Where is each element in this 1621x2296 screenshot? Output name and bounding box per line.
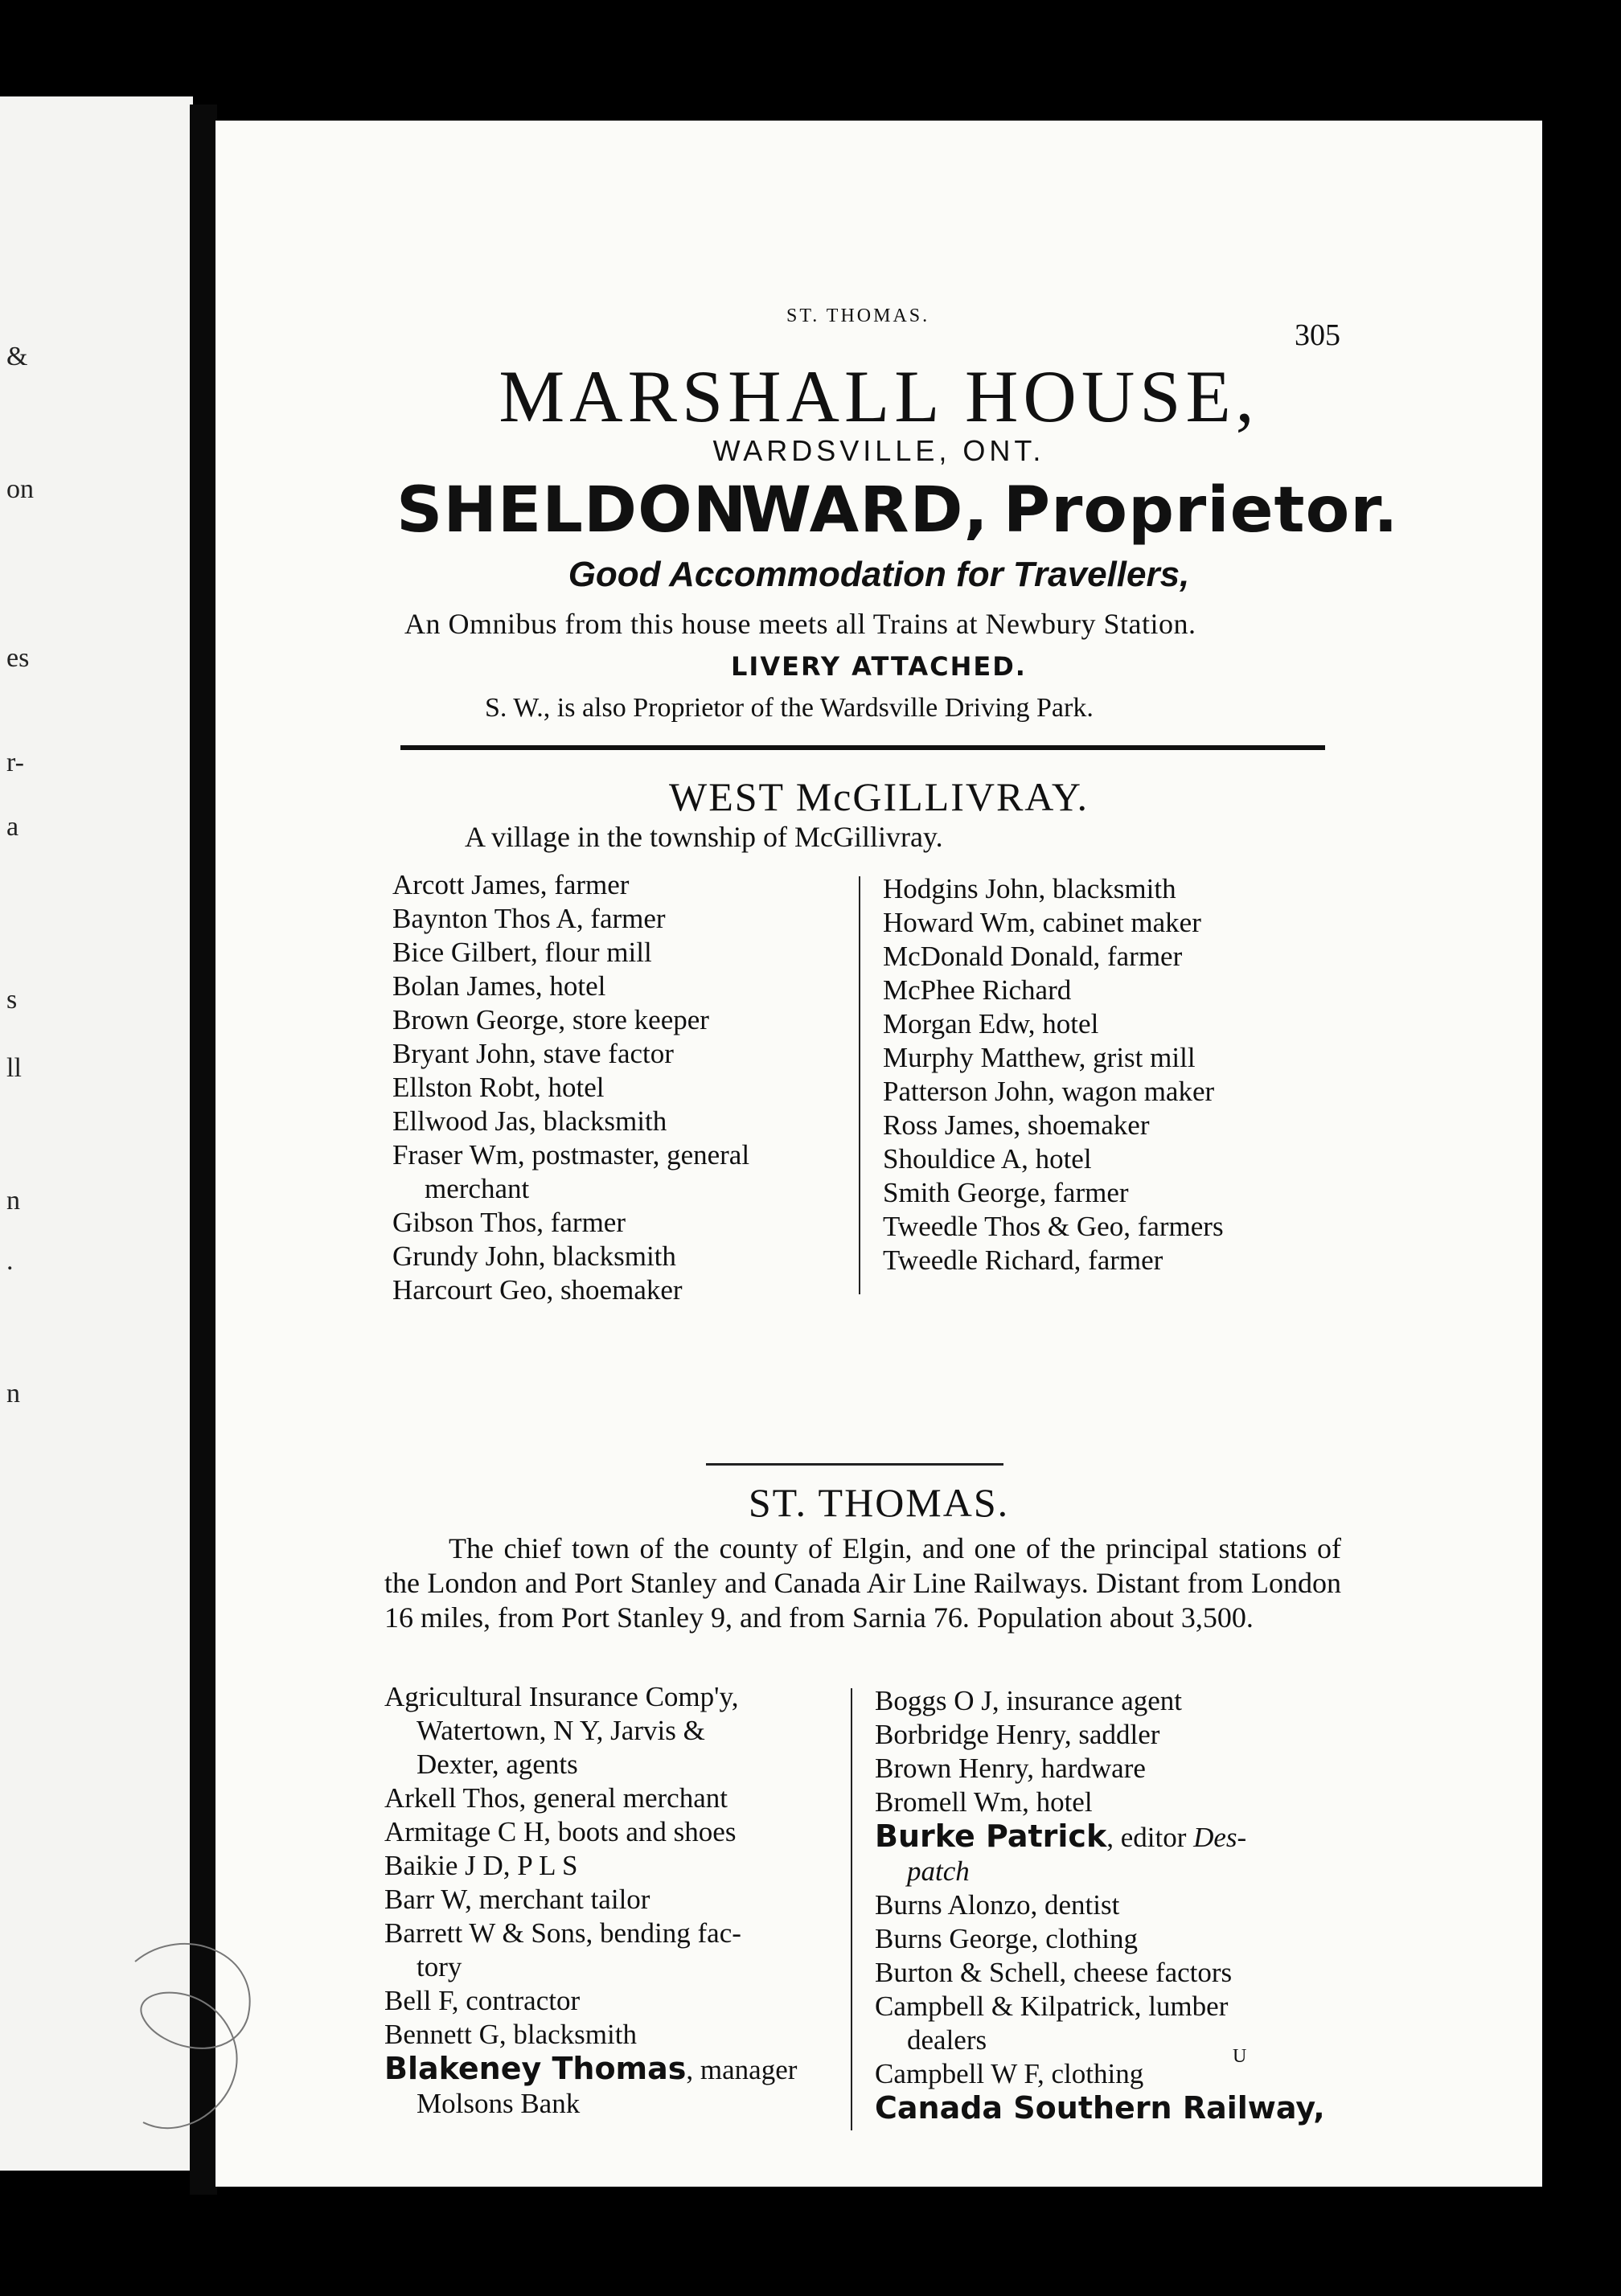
directory-entry-continuation: Watertown, N Y, Jarvis & <box>417 1715 705 1746</box>
directory-entry-continuation: Molsons Bank <box>417 2088 581 2119</box>
bold-listing-detail: , editor <box>1106 1822 1194 1853</box>
directory-entry: Arkell Thos, general merchant <box>384 1782 728 1814</box>
directory-entry: Gibson Thos, farmer <box>392 1207 626 1238</box>
directory-entry: Brown Henry, hardware <box>875 1753 1146 1784</box>
book-binding <box>190 105 217 2195</box>
directory-entry: Patterson John, wagon maker <box>883 1076 1215 1107</box>
directory-entry: Tweedle Thos & Geo, farmers <box>883 1211 1224 1242</box>
running-head: ST. THOMAS. <box>786 305 930 326</box>
st-thomas-title: ST. THOMAS. <box>748 1480 1010 1525</box>
west-mcgillivray-description: A village in the township of McGillivray. <box>465 821 943 853</box>
directory-entry: Tweedle Richard, farmer <box>883 1244 1163 1276</box>
directory-entry: Burns George, clothing <box>875 1923 1138 1954</box>
directory-entry: McPhee Richard <box>883 974 1072 1006</box>
directory-entry: Howard Wm, cabinet maker <box>883 907 1201 938</box>
directory-entry: McDonald Donald, farmer <box>883 941 1183 972</box>
directory-entry: Murphy Matthew, grist mill <box>883 1042 1196 1073</box>
bold-listing-italic: Des- <box>1193 1822 1247 1853</box>
st-thomas-description-text: The chief town of the county of Elgin, and one of the principal stations of the London and Port Stanley and Canada Air Line Railways. Distant from London 16 miles, from Port Stanley 9, and from Sarnia 76. Population about 3,500. <box>384 1532 1341 1634</box>
left-page-fragment: r- <box>6 748 24 777</box>
ad-title: MARSHALL HOUSE, <box>499 355 1259 437</box>
bold-listing-name: Canada Southern Railway, <box>875 2090 1325 2126</box>
directory-entry-continuation: tory <box>417 1951 462 1982</box>
column-divider <box>859 876 860 1294</box>
directory-entry: Bennett G, blacksmith <box>384 2019 637 2050</box>
st-thomas-description <box>384 1531 1341 1635</box>
left-page-fragment: ll <box>6 1053 22 1083</box>
directory-page <box>215 121 1542 2187</box>
directory-entry: Armitage C H, boots and shoes <box>384 1816 737 1847</box>
left-page-fragment: s <box>6 985 18 1015</box>
left-page-fragment: & <box>6 342 28 371</box>
margin-pencil-mark <box>111 1929 320 2155</box>
directory-entry: Harcourt Geo, shoemaker <box>392 1274 683 1306</box>
directory-entry: Fraser Wm, postmaster, general <box>392 1139 750 1171</box>
directory-entry: Campbell & Kilpatrick, lumber <box>875 1991 1229 2022</box>
directory-entry: Barr W, merchant tailor <box>384 1884 650 1915</box>
ad-note: S. W., is also Proprietor of the Wardsville Driving Park. <box>485 693 1094 723</box>
directory-entry: Campbell W F, clothing <box>875 2058 1144 2089</box>
bold-listing-detail: , manager <box>686 2054 798 2085</box>
directory-entry: Morgan Edw, hotel <box>883 1008 1099 1039</box>
st-thomas-right-column <box>875 1684 1325 2126</box>
directory-entry-continuation: dealers <box>907 2024 987 2056</box>
bold-listing-name: Burke Patrick <box>875 1818 1107 1854</box>
left-page-fragment: n <box>6 1379 20 1408</box>
directory-entry: Bromell Wm, hotel <box>875 1786 1093 1818</box>
directory-entry: Burns Alonzo, dentist <box>875 1889 1120 1921</box>
ad-proprietor-first: SHELDON <box>396 474 748 547</box>
directory-entry: Barrett W & Sons, bending fac- <box>384 1917 741 1949</box>
ad-omnibus-line: An Omnibus from this house meets all Trains at Newbury Station. <box>404 608 1196 640</box>
directory-entry: Bryant John, stave factor <box>392 1038 674 1069</box>
ad-location: WARDSVILLE, ONT. <box>712 434 1045 467</box>
directory-entry: Boggs O J, insurance agent <box>875 1685 1183 1716</box>
directory-entry: Ross James, shoemaker <box>883 1109 1150 1141</box>
directory-entry: Bell F, contractor <box>384 1985 581 2016</box>
directory-entry: Ellston Robt, hotel <box>392 1072 605 1103</box>
directory-entry: Baynton Thos A, farmer <box>392 903 666 934</box>
st-thomas-left-column <box>384 1680 797 2121</box>
directory-entry-bold <box>384 2052 797 2087</box>
directory-entry: Brown George, store keeper <box>392 1004 709 1035</box>
directory-entry: Grundy John, blacksmith <box>392 1240 676 1272</box>
directory-entry-bold <box>875 1819 1325 1855</box>
directory-entry: Hodgins John, blacksmith <box>883 873 1176 904</box>
ad-tagline: Good Accommodation for Travellers, <box>568 555 1190 594</box>
directory-entry: Bolan James, hotel <box>392 970 606 1002</box>
directory-entry: Ellwood Jas, blacksmith <box>392 1105 667 1137</box>
signature-mark: U <box>1233 2046 1247 2067</box>
directory-entry: Arcott James, farmer <box>392 869 630 900</box>
left-page-fragment: a <box>6 812 19 842</box>
ad-proprietor-role: Proprietor. <box>1003 474 1399 547</box>
section-divider-thick <box>400 745 1325 750</box>
directory-entry: Bice Gilbert, flour mill <box>392 937 652 968</box>
ad-proprietor <box>396 474 1398 547</box>
bold-listing-name: Blakeney Thomas <box>384 2051 687 2086</box>
directory-entry: Borbridge Henry, saddler <box>875 1719 1160 1750</box>
directory-entry: Shouldice A, hotel <box>883 1143 1092 1175</box>
left-page-fragment: . <box>6 1246 14 1276</box>
column-divider <box>851 1688 852 2130</box>
ad-proprietor-last: WARD, <box>741 474 989 547</box>
west-mcgillivray-left-column <box>392 868 749 1307</box>
left-page-fragment: es <box>6 643 30 673</box>
directory-entry: Smith George, farmer <box>883 1177 1129 1208</box>
left-facing-page <box>0 96 193 2171</box>
ad-livery: LIVERY ATTACHED. <box>731 651 1027 682</box>
page-number: 305 <box>1295 318 1340 352</box>
directory-entry-continuation: patch <box>907 1855 970 1887</box>
section-divider-thin <box>706 1463 1003 1466</box>
west-mcgillivray-title: WEST McGILLIVRAY. <box>669 774 1089 819</box>
left-page-fragment: n <box>6 1186 20 1216</box>
west-mcgillivray-right-column <box>883 872 1224 1277</box>
directory-entry-continuation: Dexter, agents <box>417 1749 578 1780</box>
directory-entry-continuation: merchant <box>425 1173 530 1204</box>
directory-entry: Agricultural Insurance Comp'y, <box>384 1681 739 1712</box>
directory-entry: Burton & Schell, cheese factors <box>875 1957 1233 1988</box>
directory-entry-bold <box>875 2091 1325 2126</box>
directory-entry: Baikie J D, P L S <box>384 1850 578 1881</box>
left-page-fragment: on <box>6 474 34 504</box>
